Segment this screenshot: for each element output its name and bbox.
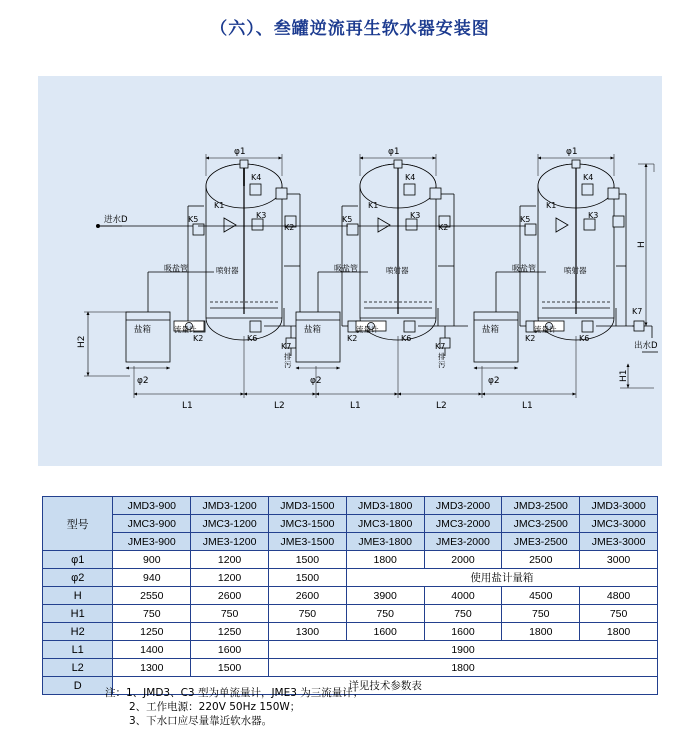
table-cell: 1400 [113, 641, 191, 659]
valve-K1-2: K1 [368, 201, 379, 210]
label-injector-2: 喷射器 [386, 266, 409, 275]
valve-K7-3: K7 [632, 307, 643, 316]
dim-L2-2: L2 [436, 401, 447, 411]
model-header-cell: JME3-2000 [424, 533, 502, 551]
label-flowmeter-3: 流量计 [534, 325, 557, 334]
model-header-cell: JMC3-2500 [502, 515, 580, 533]
table-cell: 1600 [424, 623, 502, 641]
table-cell: 1250 [191, 623, 269, 641]
table-cell: 1200 [191, 551, 269, 569]
table-cell: 4000 [424, 587, 502, 605]
label-phi2-2: φ2 [310, 376, 322, 386]
label-flowmeter-1: 流量计 [174, 325, 197, 334]
valve-K4-1: K4 [251, 173, 262, 182]
table-row [43, 641, 658, 659]
label-phi1-3: φ1 [566, 147, 578, 157]
table-cell: 1500 [268, 551, 346, 569]
model-header-row [43, 497, 658, 515]
dim-H1: H1 [619, 369, 629, 382]
label-suction-1: 吸盐管 [164, 264, 188, 273]
dim-L1-1: L1 [182, 401, 193, 411]
valve-K8-2: K2 [438, 223, 449, 232]
label-salt-box-3: 盐箱 [482, 325, 500, 335]
valve-K2-1: K2 [193, 334, 204, 343]
model-header-cell: JME3-1500 [268, 533, 346, 551]
table-cell: 750 [113, 605, 191, 623]
row-label: φ2 [43, 569, 113, 587]
valve-K8-1: K2 [284, 223, 295, 232]
installation-diagram [38, 76, 662, 466]
dim-H2: H2 [77, 335, 87, 348]
valve-K3-1: K3 [256, 211, 267, 220]
table-cell: 1800 [268, 659, 657, 677]
table-cell: 750 [346, 605, 424, 623]
valve-K2-3: K2 [525, 334, 536, 343]
dim-L2-1: L2 [274, 401, 285, 411]
table-cell: 1800 [580, 623, 658, 641]
table-cell: 2600 [191, 587, 269, 605]
model-header-cell: JME3-1800 [346, 533, 424, 551]
valve-K3-3: K3 [588, 211, 599, 220]
model-header-row [43, 515, 658, 533]
page-title: （六）、叁罐逆流再生软水器安装图 [210, 19, 490, 39]
table-cell: 3000 [580, 551, 658, 569]
spec-table-wrapper [42, 496, 658, 695]
label-suction-2: 吸盐管 [334, 264, 358, 273]
label-outlet: 出水D [634, 341, 658, 351]
row-label: H [43, 587, 113, 605]
table-cell: 1200 [191, 569, 269, 587]
model-header-cell: JMD3-900 [113, 497, 191, 515]
label-drain-2: 排 [438, 352, 446, 361]
table-cell: 1600 [191, 641, 269, 659]
model-header-cell: JME3-1200 [191, 533, 269, 551]
table-cell: 1800 [502, 623, 580, 641]
svg-text:污: 污 [284, 360, 292, 369]
table-cell: 750 [424, 605, 502, 623]
valve-K7-1: K7 [281, 342, 292, 351]
label-inlet: 进水D [104, 215, 128, 225]
model-header-cell: JMC3-1500 [268, 515, 346, 533]
model-header-cell: JMD3-2000 [424, 497, 502, 515]
label-drain-1: 排 [284, 352, 292, 361]
table-row [43, 605, 658, 623]
note-line-3: 3、下水口应尽量靠近软水器。 [129, 715, 273, 727]
row-label: L1 [43, 641, 113, 659]
table-cell: 2550 [113, 587, 191, 605]
label-phi1-2: φ1 [388, 147, 400, 157]
valve-K7-2: K7 [435, 342, 446, 351]
table-cell: 1600 [346, 623, 424, 641]
table-row [43, 659, 658, 677]
label-flowmeter-2: 流量计 [356, 325, 379, 334]
table-cell: 750 [191, 605, 269, 623]
table-row [43, 569, 658, 587]
model-header-cell: JMD3-2500 [502, 497, 580, 515]
model-header-cell: JMC3-2000 [424, 515, 502, 533]
notes [105, 686, 363, 728]
table-row [43, 551, 658, 569]
valve-K1-3: K1 [546, 201, 557, 210]
table-cell: 2500 [502, 551, 580, 569]
model-header-row [43, 533, 658, 551]
table-cell: 940 [113, 569, 191, 587]
valve-K1-1: K1 [214, 201, 225, 210]
model-header-cell: JMC3-3000 [580, 515, 658, 533]
table-cell: 1250 [113, 623, 191, 641]
note-line-1: 注：1、JMD3、C3 型为单流量计，JME3 为三流量计； [105, 687, 364, 699]
model-header-cell: JME3-900 [113, 533, 191, 551]
table-cell: 1800 [346, 551, 424, 569]
table-cell: 详见技术参数表 [113, 677, 658, 695]
dim-L1-2: L1 [350, 401, 361, 411]
table-cell: 900 [113, 551, 191, 569]
table-cell: 750 [580, 605, 658, 623]
valve-K4-2: K4 [405, 173, 416, 182]
valve-K5-3: K5 [520, 215, 531, 224]
table-cell: 1500 [191, 659, 269, 677]
dim-L1-3: L1 [522, 401, 533, 411]
table-cell: 4800 [580, 587, 658, 605]
table-cell: 3900 [346, 587, 424, 605]
table-cell: 1300 [113, 659, 191, 677]
table-cell: 1500 [268, 569, 346, 587]
table-cell: 1300 [268, 623, 346, 641]
label-salt-box-1: 盐箱 [134, 325, 152, 335]
valve-K6-1: K6 [247, 334, 258, 343]
model-header-cell: JMD3-3000 [580, 497, 658, 515]
label-suction-3: 吸盐管 [512, 264, 536, 273]
table-cell: 750 [502, 605, 580, 623]
table-corner-label: 型号 [43, 497, 113, 551]
model-header-cell: JME3-3000 [580, 533, 658, 551]
dim-H: H [637, 241, 647, 248]
model-header-cell: JMC3-900 [113, 515, 191, 533]
label-injector-3: 喷射器 [564, 266, 587, 275]
row-label: H1 [43, 605, 113, 623]
label-phi2-1: φ2 [137, 376, 149, 386]
model-header-cell: JMC3-1200 [191, 515, 269, 533]
model-header-cell: JME3-2500 [502, 533, 580, 551]
table-cell: 2600 [268, 587, 346, 605]
spec-table [42, 496, 658, 695]
label-salt-box-2: 盐箱 [304, 325, 322, 335]
label-phi1-1: φ1 [234, 147, 246, 157]
table-cell: 1900 [268, 641, 657, 659]
valve-K5-1: K5 [188, 215, 199, 224]
row-label: H2 [43, 623, 113, 641]
table-cell: 2000 [424, 551, 502, 569]
table-cell: 4500 [502, 587, 580, 605]
model-header-cell: JMD3-1200 [191, 497, 269, 515]
model-header-cell: JMD3-1800 [346, 497, 424, 515]
valve-K3-2: K3 [410, 211, 421, 220]
table-row [43, 623, 658, 641]
note-line-2: 2、工作电源：220V 50Hz 150W； [129, 701, 301, 713]
svg-text:污: 污 [438, 360, 446, 369]
table-cell: 750 [268, 605, 346, 623]
valve-K6-3: K6 [579, 334, 590, 343]
row-label: φ1 [43, 551, 113, 569]
valve-K5-2: K5 [342, 215, 353, 224]
label-phi2-3: φ2 [488, 376, 500, 386]
valve-K2-2: K2 [347, 334, 358, 343]
row-label: L2 [43, 659, 113, 677]
table-cell: 使用盐计量箱 [346, 569, 657, 587]
label-injector-1: 喷射器 [216, 266, 239, 275]
table-row [43, 587, 658, 605]
valve-K6-2: K6 [401, 334, 412, 343]
valve-K4-3: K4 [583, 173, 594, 182]
row-label: D [43, 677, 113, 695]
model-header-cell: JMD3-1500 [268, 497, 346, 515]
model-header-cell: JMC3-1800 [346, 515, 424, 533]
